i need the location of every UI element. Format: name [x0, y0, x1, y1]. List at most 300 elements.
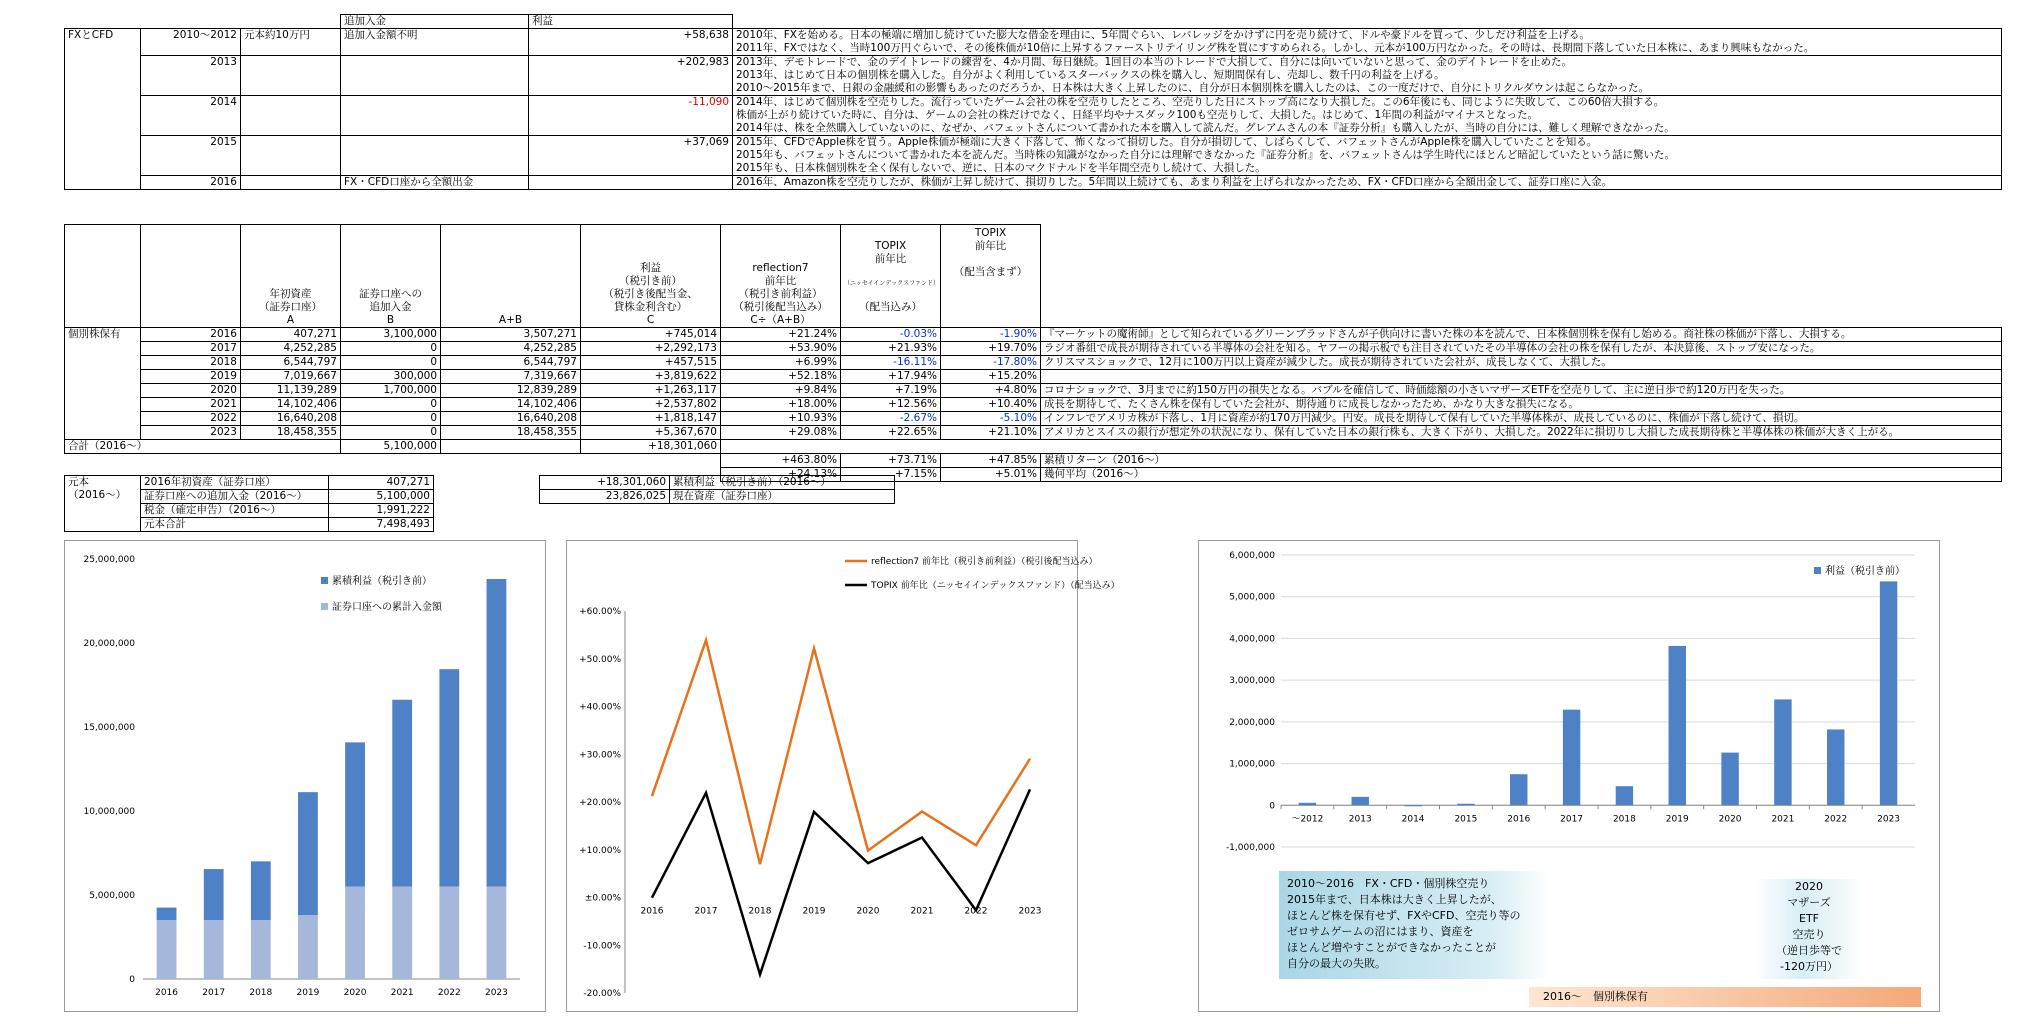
fx-row-blank: [529, 149, 733, 162]
stock-row-year: 2022: [141, 412, 241, 426]
principal-label: 元本 （2016～）: [65, 476, 141, 532]
y-tick-label: -1,000,000: [1225, 843, 1275, 853]
stock-row-label: [65, 398, 141, 412]
fx-row-blank: [529, 69, 733, 82]
stock-row-ab: 6,544,797: [441, 356, 581, 370]
stock-geo-topix-p: +5.01%: [941, 468, 1041, 482]
stock-row-b: 1,700,000: [341, 384, 441, 398]
fx-row-profit: [529, 176, 733, 190]
bar-profit: [1299, 803, 1316, 805]
fx-row-year: 2014: [141, 96, 241, 110]
fx-row-year: 2015: [141, 136, 241, 150]
fx-row-year: 2010～2012: [141, 29, 241, 43]
stock-row-note: インフレでアメリカ株が下落し、1月に資産が約170万円減少。円安。成長を期待して保有していた半導体株が、成長しているのに、株価が下落し続けて、損切。: [1041, 412, 2002, 426]
bar-deposit: [204, 920, 224, 979]
fx-header-add: 追加入金: [341, 15, 529, 29]
stock-header-row: [65, 225, 2002, 328]
summary-key: 累積利益（税引き前）（2016～）: [670, 476, 895, 490]
stock-row-r7: +18.00%: [721, 398, 841, 412]
principal-value: 5,100,000: [329, 490, 434, 504]
fx-row-year: 2013: [141, 56, 241, 70]
stock-header-topix-p: TOPIX 前年比 （配当含まず）: [941, 225, 1041, 328]
stock-row-r7: +10.93%: [721, 412, 841, 426]
stock-row-a: 4,252,285: [241, 342, 341, 356]
stock-row-c: +1,263,117: [581, 384, 721, 398]
stock-row-topix-n: -0.03%: [841, 328, 941, 342]
summary-row: [540, 476, 895, 490]
legend-label-reflection7: reflection7 前年比（税引き前利益）（税引後配当込み）: [871, 557, 1098, 567]
bar-profit: [1404, 805, 1421, 806]
stock-total-label: 合計（2016～）: [65, 440, 341, 454]
bar-profit: [1827, 729, 1844, 805]
stock-row-b: 300,000: [341, 370, 441, 384]
fx-row-blank: [341, 149, 529, 162]
fx-row-label: [65, 176, 141, 190]
fx-row-add: FX・CFD口座から全額出金: [341, 176, 529, 190]
fx-row-blank: [241, 69, 341, 82]
stock-total-blank: [1041, 440, 2002, 454]
chart-profit-panel: [1198, 540, 1940, 1012]
fx-row-blank: [241, 162, 341, 176]
stock-row-label: [65, 384, 141, 398]
fx-row: [65, 149, 2002, 162]
bar-profit: [1669, 646, 1686, 805]
y-tick-label: +30.00%: [579, 750, 621, 761]
stock-row-year: 2017: [141, 342, 241, 356]
bar-profit: [1616, 786, 1633, 805]
stock-row-c: +2,537,802: [581, 398, 721, 412]
stock-row-topix-n: +12.56%: [841, 398, 941, 412]
fx-header-row: [65, 15, 2002, 29]
fx-row: [65, 82, 2002, 96]
fx-row-note: 2014年、はじめて個別株を空売りした。流行っていたゲーム会社の株を空売りしたところ、空売りした日にストップ高になり大損した。この6年後にも、同じように失敗して、この60倍大損する。: [733, 96, 2002, 110]
stock-row-year: 2019: [141, 370, 241, 384]
fx-row-label: [65, 122, 141, 136]
legend-label-profit: 利益（税引き前）: [1825, 566, 1905, 577]
stock-row-b: 0: [341, 426, 441, 440]
bar-deposit: [251, 920, 271, 979]
fx-row: [65, 56, 2002, 70]
stock-row-topix-n: -16.11%: [841, 356, 941, 370]
fx-row-label: [65, 109, 141, 122]
fx-row-add: [341, 96, 529, 110]
fx-row: [65, 162, 2002, 176]
x-tick-label: ～2012: [1291, 814, 1324, 825]
fx-row-profit: +58,638: [529, 29, 733, 43]
series-line-topix: [652, 789, 1030, 974]
stock-row-ab: 14,102,406: [441, 398, 581, 412]
y-tick-label: -10.00%: [583, 941, 621, 952]
stock-row-c: +745,014: [581, 328, 721, 342]
principal-value: 7,498,493: [329, 518, 434, 532]
stock-row-a: 407,271: [241, 328, 341, 342]
x-tick-label: 2018: [1612, 814, 1636, 825]
fx-row-blank: [241, 122, 341, 136]
stock-header-topix-n: [841, 225, 941, 328]
fx-row-blank: [141, 42, 241, 56]
stock-row-year: 2018: [141, 356, 241, 370]
stock-row-note: 成長を期待して、たくさん株を保有していた会社が、期待通りに成長しなかったため、かなり大きな損失になる。: [1041, 398, 2002, 412]
stock-cum-topix-n: +73.71%: [841, 454, 941, 468]
x-tick-label: 2018: [249, 988, 273, 998]
fx-row-blank: [341, 82, 529, 96]
bar-profit: [1721, 753, 1738, 806]
bar-deposit: [298, 915, 318, 979]
bar-profit: [1510, 774, 1527, 805]
bar-deposit: [439, 886, 459, 979]
stock-row-a: 11,139,289: [241, 384, 341, 398]
stock-row: [65, 356, 2002, 370]
stock-row: [65, 342, 2002, 356]
fx-row-label: FXとCFD: [65, 29, 141, 43]
fx-row-profit: +37,069: [529, 136, 733, 150]
fx-row-label: [65, 149, 141, 162]
legend-swatch-profit: [321, 577, 328, 584]
bar-deposit: [487, 886, 507, 979]
y-tick-label: 25,000,000: [83, 555, 135, 565]
principal-key: 税金（確定申告）（2016～）: [141, 504, 329, 518]
stock-total-blank: [441, 440, 581, 454]
x-tick-label: 2022: [437, 988, 461, 998]
stock-row-ab: 16,640,208: [441, 412, 581, 426]
stock-header-r7: reflection7 前年比 （税引き前利益） （税引後配当込み） C÷（A+B）: [721, 225, 841, 328]
stock-row-note: 『マーケットの魔術師』として知られているグリーンブラッドさんが子供向けに書いた株の本を読んで、日本株個別株を保有し始める。商社株の株価が下落し、大損する。: [1041, 328, 2002, 342]
stock-row-b: 0: [341, 342, 441, 356]
stock-row-note: クリスマスショックで、12月に100万円以上資産が減少した。成長が期待されていた会社が、成長しなくて、大損した。: [1041, 356, 2002, 370]
x-tick-label: 2021: [910, 906, 934, 917]
fx-row: [65, 109, 2002, 122]
stock-cum-row: [65, 454, 2002, 468]
fx-row: [65, 176, 2002, 190]
stock-header-a: 年初資産 （証券口座） A: [241, 225, 341, 328]
y-tick-label: 4,000,000: [1229, 634, 1275, 645]
bar-profit: [1457, 804, 1474, 806]
stock-geo-label: 幾何平均（2016～）: [1041, 468, 2002, 482]
fx-cfd-table: [64, 14, 2002, 190]
summary-key: 現在資産（証券口座）: [670, 490, 895, 504]
fx-row-note: 2011年、FXではなく、当時100万円ぐらいで、その後株価が10倍に上昇するファーストリテイリング株を買にすすめられる。しかし、元本が100万円なかった。その時は、長期間下落していた日本株に、あまり興味もなかった。: [733, 42, 2002, 56]
summary-value: +18,301,060: [540, 476, 670, 490]
fx-row-note: 2010年、FXを始める。日本の極端に増加し続けていた膨大な借金を理由に、5年間ぐらい、レバレッジをかけずに円を売り続けて、ドルや豪ドルを買って、少しだけ利益を上げる。: [733, 29, 2002, 43]
chart-yoy-panel: [566, 540, 1120, 1012]
stock-cum-label: 累積リターン（2016～）: [1041, 454, 2002, 468]
fx-row-note: 2014年は、株を全然購入していないのに、なぜか、バフェットさんについて書かれた本を購入して読んだ。グレアムさんの本『証券分析』も購入したが、当時の自分には、難しく理解できなかった。: [733, 122, 2002, 136]
bar-profit: [298, 792, 318, 915]
x-tick-label: 2016: [1507, 814, 1531, 825]
stock-row-a: 18,458,355: [241, 426, 341, 440]
stock-row: [65, 328, 2002, 342]
fx-row-capital: [241, 136, 341, 150]
stock-header-topix-n-div: （配当込み）: [859, 301, 922, 313]
stock-row-topix-p: -5.10%: [941, 412, 1041, 426]
x-tick-label: 2023: [484, 988, 508, 998]
x-tick-label: 2020: [856, 906, 880, 917]
stock-cum-r7: +463.80%: [721, 454, 841, 468]
bar-profit: [487, 579, 507, 886]
stock-header-topix-n-title: TOPIX 前年比: [874, 240, 907, 265]
stock-row-topix-n: +7.19%: [841, 384, 941, 398]
fx-row-note: 2015年も、バフェットさんについて書かれた本を読んだ。当時株の知識がなかった自分には理解できなかった『証券分析』を、バフェットさんは学生時代にほとんど暗記していたという話に驚いた。: [733, 149, 2002, 162]
fx-row-label: [65, 69, 141, 82]
stock-row-b: 0: [341, 398, 441, 412]
bar-profit: [251, 861, 271, 920]
y-tick-label: 15,000,000: [83, 723, 135, 733]
fx-row-add: 追加入金額不明: [341, 29, 529, 43]
y-tick-label: 6,000,000: [1229, 551, 1275, 561]
fx-row-year: 2016: [141, 176, 241, 190]
fx-row-blank: [141, 122, 241, 136]
x-tick-label: 2023: [1877, 814, 1901, 825]
stock-row-r7: +52.18%: [721, 370, 841, 384]
stock-row-r7: +9.84%: [721, 384, 841, 398]
fx-header-profit: 利益: [529, 15, 733, 29]
summary-value: 23,826,025: [540, 490, 670, 504]
principal-value: 407,271: [329, 476, 434, 490]
stock-row-year: 2016: [141, 328, 241, 342]
yoy-line-chart: [567, 541, 1120, 1011]
fx-row-label: [65, 56, 141, 70]
fx-row-blank: [141, 109, 241, 122]
y-tick-label: 0: [1269, 801, 1275, 812]
fx-row: [65, 122, 2002, 136]
x-tick-label: 2019: [1665, 814, 1689, 825]
stock-row-topix-p: -1.90%: [941, 328, 1041, 342]
bar-profit: [392, 700, 412, 887]
stock-total-row: [65, 440, 2002, 454]
x-tick-label: 2013: [1348, 814, 1372, 825]
stock-row-ab: 4,252,285: [441, 342, 581, 356]
stock-geo-topix-n: +7.15%: [841, 468, 941, 482]
fx-failure-note: 2010～2016 FX・CFD・個別株空売り 2015年まで、日本株は大きく上昇したが、 ほとんど株を保有せず、FXやCFD、空売り等の ゼロサムゲームの沼にはまり、資産を ほとんど増やすことができなかったことが 自分の最大の失敗。: [1279, 871, 1549, 979]
y-tick-label: 2,000,000: [1229, 717, 1275, 728]
fx-row-profit: -11,090: [529, 96, 733, 110]
stock-row-b: 0: [341, 412, 441, 426]
fx-row-note: 2010～2015年まで、日銀の金融緩和の影響もあったのだろうか、日本株は大きく上昇したのに、自分が日本個別株を購入したのは、この一度だけで、自分にトリクルダウンは起こらなかった。: [733, 82, 2002, 96]
fx-row-blank: [529, 42, 733, 56]
x-tick-label: 2017: [1560, 814, 1584, 825]
stock-row-ab: 18,458,355: [441, 426, 581, 440]
stock-row-r7: +53.90%: [721, 342, 841, 356]
principal-key: 証券口座への追加入金（2016～）: [141, 490, 329, 504]
stock-row-label: [65, 342, 141, 356]
stock-row-a: 16,640,208: [241, 412, 341, 426]
fx-row-blank: [529, 82, 733, 96]
bar-profit: [1880, 581, 1897, 805]
fx-row-label: [65, 42, 141, 56]
stock-row-year: 2023: [141, 426, 241, 440]
fx-row-blank: [141, 69, 241, 82]
fx-row-blank: [241, 109, 341, 122]
x-tick-label: 2021: [1771, 814, 1795, 825]
principal-key: 元本合計: [141, 518, 329, 532]
series-line-reflection7: [652, 640, 1030, 864]
fx-row-blank: [529, 162, 733, 176]
y-tick-label: 5,000,000: [1229, 592, 1275, 603]
bar-profit: [1352, 797, 1369, 805]
fx-row-note: 2015年、CFDでApple株を買う。Apple株価が極端に大きく下落して、怖くなって損切した。自分が損切して、しばらくして、バフェットさんがApple株を購入していたことを知る。: [733, 136, 2002, 150]
stock-row-r7: +21.24%: [721, 328, 841, 342]
fx-row-profit: +202,983: [529, 56, 733, 70]
summary-table: [539, 475, 895, 504]
legend-label-profit: 累積利益（税引き前）: [332, 576, 432, 587]
bar-profit: [345, 742, 365, 886]
stock-row-a: 6,544,797: [241, 356, 341, 370]
fx-row-blank: [241, 42, 341, 56]
legend-swatch-deposit: [321, 603, 328, 610]
cumulative-stacked-bar-chart: [65, 541, 545, 1011]
fx-row-note: 2016年、Amazon株を空売りしたが、株価が上昇し続けて、損切りした。5年間以上続けても、あまり利益を上げられなかったため、FX・CFD口座から全額出金して、証券口座に入金。: [733, 176, 2002, 190]
stock-row-ab: 7,319,667: [441, 370, 581, 384]
stock-row-topix-n: -2.67%: [841, 412, 941, 426]
fx-row-blank: [241, 82, 341, 96]
fx-row-label: [65, 162, 141, 176]
x-tick-label: 2020: [1718, 814, 1742, 825]
legend-label-deposit: 証券口座への累計入金額: [332, 602, 442, 613]
principal-table: [64, 475, 434, 532]
y-tick-label: 1,000,000: [1229, 759, 1275, 770]
stock-total-blank: [721, 440, 1041, 454]
stock-row-note: コロナショックで、3月までに約150万円の損失となる。バブルを確信して、時価総額の小さいマザーズETFを空売りして、主に逆日歩で約120万円を失った。: [1041, 384, 2002, 398]
y-tick-label: +20.00%: [579, 798, 621, 808]
y-tick-label: +60.00%: [579, 607, 621, 617]
stock-row-year: 2020: [141, 384, 241, 398]
fx-row: [65, 42, 2002, 56]
stock-total-b: 5,100,000: [341, 440, 441, 454]
x-tick-label: 2018: [748, 906, 772, 917]
y-tick-label: 10,000,000: [83, 807, 135, 817]
fx-row-capital: [241, 176, 341, 190]
stock-header-topix-n-fund: （ニッセイインデックスファンド）: [844, 280, 939, 287]
principal-value: 1,991,222: [329, 504, 434, 518]
bar-profit: [439, 669, 459, 886]
stock-row-ab: 12,839,289: [441, 384, 581, 398]
stock-row: [65, 384, 2002, 398]
stock-geo-r7: +24.13%: [721, 468, 841, 482]
stock-row-topix-p: +21.10%: [941, 426, 1041, 440]
stock-holding-band: 2016～ 個別株保有: [1529, 987, 1921, 1007]
mothers-etf-note: 2020 マザーズ ETF 空売り （逆日歩等で -120万円）: [1754, 879, 1864, 979]
bar-profit: [1563, 710, 1580, 806]
stock-row: [65, 412, 2002, 426]
stock-row-ab: 3,507,271: [441, 328, 581, 342]
fx-row-label: [65, 96, 141, 110]
fx-row: [65, 136, 2002, 150]
fx-row-note: 2013年、デモトレードで、金のデイトレードの練習を、4か月間、毎日継続。1回目の本当のトレードで大損して、自分には向いていないと思って、金のデイトレードを止めた。: [733, 56, 2002, 70]
x-tick-label: 2019: [802, 906, 826, 917]
x-tick-label: 2023: [1018, 906, 1042, 917]
stock-row-note: [1041, 370, 2002, 384]
fx-row-note: 2015年も、日本株個別株を全く保有しないで、逆に、日本のマクドナルドを半年間空売りし続けて、大損した。: [733, 162, 2002, 176]
fx-row-blank: [341, 69, 529, 82]
fx-row-label: [65, 82, 141, 96]
fx-row-blank: [529, 122, 733, 136]
y-tick-label: -20.00%: [583, 989, 621, 999]
stock-row: [65, 426, 2002, 440]
x-tick-label: 2021: [390, 988, 414, 998]
bar-profit: [157, 908, 177, 921]
stock-row-note: アメリカとスイスの銀行が想定外の状況になり、保有していた日本の銀行株も、大きく下がり、大損した。2022年に損切りし大損した成長期待株と半導体株の株価が大きく上がる。: [1041, 426, 2002, 440]
stock-table: [64, 224, 2002, 482]
stock-row-b: 0: [341, 356, 441, 370]
stock-row-topix-p: +4.80%: [941, 384, 1041, 398]
fx-row-add: [341, 136, 529, 150]
stock-row: [65, 370, 2002, 384]
stock-row-a: 7,019,667: [241, 370, 341, 384]
y-tick-label: 3,000,000: [1229, 676, 1275, 687]
fx-row-blank: [241, 149, 341, 162]
bar-deposit: [157, 920, 177, 979]
stock-row-c: +5,367,670: [581, 426, 721, 440]
fx-row-blank: [529, 109, 733, 122]
stock-row-topix-p: +15.20%: [941, 370, 1041, 384]
fx-row-add: [341, 56, 529, 70]
stock-row-c: +2,292,173: [581, 342, 721, 356]
fx-row: [65, 69, 2002, 82]
fx-row-capital: [241, 56, 341, 70]
fx-row-blank: [141, 162, 241, 176]
fx-row-blank: [341, 42, 529, 56]
stock-row-r7: +29.08%: [721, 426, 841, 440]
bar-profit: [1774, 699, 1791, 805]
stock-row-topix-p: +10.40%: [941, 398, 1041, 412]
summary-row: [540, 490, 895, 504]
fx-row-capital: 元本約10万円: [241, 29, 341, 43]
bar-deposit: [345, 886, 365, 979]
x-tick-label: 2017: [694, 906, 718, 917]
x-tick-label: 2020: [343, 988, 367, 998]
legend-label-topix: TOPIX 前年比（ニッセイインデックスファンド）（配当込み）: [871, 581, 1120, 591]
legend-swatch-profit: [1814, 567, 1821, 574]
stock-cum-topix-p: +47.85%: [941, 454, 1041, 468]
y-tick-label: 20,000,000: [83, 639, 135, 649]
fx-row-blank: [341, 162, 529, 176]
stock-row: [65, 398, 2002, 412]
stock-row-topix-n: +17.94%: [841, 370, 941, 384]
y-tick-label: +10.00%: [579, 845, 621, 856]
x-tick-label: 2022: [1824, 814, 1848, 825]
stock-row-note: ラジオ番組で成長が期待されている半導体の会社を知る。ヤフーの掲示板でも注目されていたその半導体の会社の株を保有したが、本決算後、ストップ安になった。: [1041, 342, 2002, 356]
stock-row-label: [65, 412, 141, 426]
stock-header-ab: A+B: [441, 225, 581, 328]
fx-row-note: 株価が上がり続けていた時に、自分は、ゲームの会社の株だけでなく、日経平均やナスダック100も空売りして、大損した。はじめて、1年間の利益がマイナスとなった。: [733, 109, 2002, 122]
stock-row-label: [65, 426, 141, 440]
stock-header-c: 利益 （税引き前） （税引き後配当金、 貸株金利含む） C: [581, 225, 721, 328]
stock-row-r7: +6.99%: [721, 356, 841, 370]
x-tick-label: 2016: [155, 988, 179, 998]
y-tick-label: 0: [129, 975, 135, 985]
x-tick-label: 2017: [202, 988, 226, 998]
y-tick-label: ±0.00%: [584, 893, 621, 904]
stock-total-c: +18,301,060: [581, 440, 721, 454]
x-tick-label: 2016: [640, 906, 664, 917]
principal-key: 2016年初資産（証券口座）: [141, 476, 329, 490]
stock-row-c: +3,819,622: [581, 370, 721, 384]
stock-row-label: 個別株保有: [65, 328, 141, 342]
fx-row-blank: [141, 82, 241, 96]
stock-cum-blank: [65, 454, 721, 468]
y-tick-label: 5,000,000: [89, 891, 135, 901]
x-tick-label: 2019: [296, 988, 320, 998]
stock-row-a: 14,102,406: [241, 398, 341, 412]
stock-row-label: [65, 370, 141, 384]
y-tick-label: +50.00%: [579, 654, 621, 665]
stock-row-label: [65, 356, 141, 370]
stock-row-topix-n: +22.65%: [841, 426, 941, 440]
fx-row: [65, 29, 2002, 43]
x-tick-label: 2014: [1401, 814, 1425, 825]
fx-row-blank: [341, 122, 529, 136]
stock-row-b: 3,100,000: [341, 328, 441, 342]
